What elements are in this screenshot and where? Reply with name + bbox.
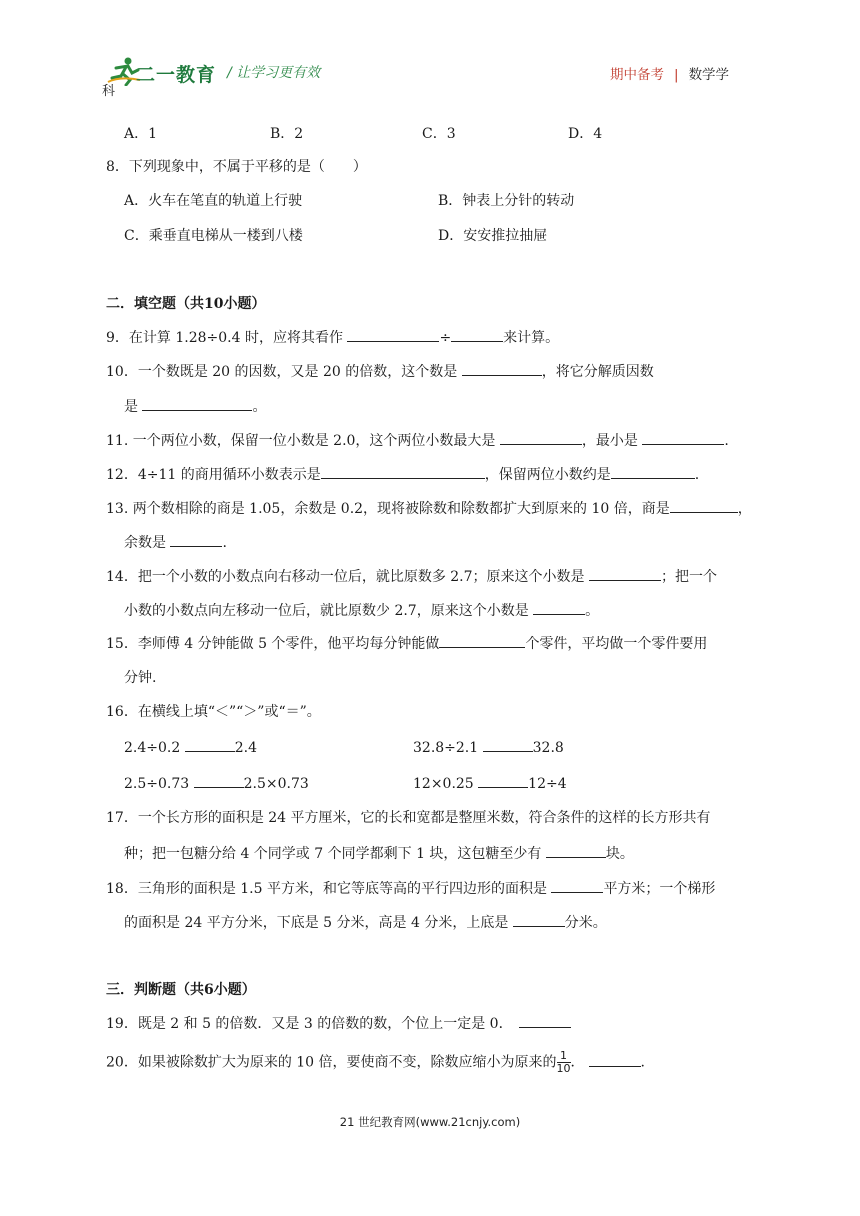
q8-option-c: C．乘垂直电梯从一楼到八楼	[124, 228, 303, 244]
q20-text: 20．如果被除数扩大为原来的 10 倍，要使商不变，除数应缩小为原来的	[106, 1054, 557, 1071]
q13-text-2: ，	[737, 501, 752, 517]
q16-blank-2[interactable]	[483, 737, 533, 752]
q18-blank-2[interactable]	[513, 912, 565, 927]
q14-line2	[124, 600, 599, 621]
q16-expr-4-right: 12÷4	[528, 776, 567, 792]
q11-blank-2[interactable]	[642, 430, 724, 445]
q16-expr-2: 32.8÷2.1	[413, 740, 483, 756]
q16-blank-4[interactable]	[478, 773, 528, 788]
q8-stem: 8．下列现象中，不属于平移的是（ ）	[106, 159, 367, 175]
q12	[106, 464, 699, 485]
exam-tag: 期中备考	[610, 67, 664, 83]
q17-text-2: 种；把一包糖分给 4 个同学或 7 个同学都剩下 1 块，这包糖至少有	[124, 846, 546, 862]
q10-blank-2[interactable]	[142, 396, 252, 411]
logo-sub: 科	[102, 84, 116, 99]
q8-option-d: D．安安推拉抽屉	[438, 228, 548, 244]
q10-line2	[124, 396, 266, 417]
q13-blank-1[interactable]	[670, 498, 738, 513]
q14-blank-2[interactable]	[533, 600, 585, 615]
q7-option-a: A．1	[124, 126, 158, 142]
q16-expr-3: 2.5÷0.73	[124, 776, 194, 792]
q9-divide: ÷	[439, 330, 452, 346]
q20-blank[interactable]	[589, 1052, 641, 1067]
q7-option-c: C．3	[422, 126, 456, 142]
q13-blank-2[interactable]	[170, 532, 222, 547]
q15-line1	[106, 633, 707, 654]
q18-blank-1[interactable]	[551, 878, 603, 893]
q13-text-4: .	[222, 535, 227, 551]
q16-expr-4: 12×0.25	[413, 776, 479, 792]
q9-text-end: 来计算。	[503, 330, 560, 346]
fraction-one-tenth	[557, 1050, 571, 1075]
q15-blank-1[interactable]	[439, 633, 525, 648]
q12-blank-2[interactable]	[611, 464, 695, 479]
q16-expr-1-right: 2.4	[234, 740, 257, 756]
q14-text-4: 。	[585, 603, 600, 619]
q9	[106, 327, 559, 348]
slogan: / 让学习更有效	[227, 65, 321, 81]
q14-blank-1[interactable]	[589, 566, 661, 581]
q15-line2: 分钟.	[124, 670, 157, 686]
q10-text-2: ，将它分解质因数	[541, 364, 654, 380]
q7-option-b: B．2	[270, 126, 304, 142]
q16-expr-1: 2.4÷0.2	[124, 740, 185, 756]
q18-line1	[106, 878, 715, 899]
q16-blank-1[interactable]	[185, 737, 235, 752]
q11-text-3: .	[724, 433, 729, 449]
q9-text: 9．在计算 1.28÷0.4 时，应将其看作	[106, 330, 348, 346]
q18-text-3: 的面积是 24 平方分米，下底是 5 分米，高是 4 分米，上底是	[124, 915, 513, 931]
q19-text: 19．既是 2 和 5 的倍数．又是 3 的倍数的数，个位上一定是 0．	[106, 1016, 513, 1032]
q15-text: 15．李师傅 4 分钟能做 5 个零件，他平均每分钟能做	[106, 636, 440, 652]
q10-text-4: 。	[252, 399, 267, 415]
q16-item-1	[124, 737, 257, 758]
section-true-false: 三．判断题（共6小题）	[106, 982, 256, 998]
footer: 21 世纪教育网(www.21cnjy.com)	[339, 1115, 521, 1129]
q8-option-b: B．钟表上分针的转动	[438, 193, 575, 209]
q13-text-3: 余数是	[124, 535, 171, 551]
q15-text-2: 个零件，平均做一个零件要用	[525, 636, 708, 652]
q18-text: 18．三角形的面积是 1.5 平方米，和它等底等高的平行四边形的面积是	[106, 881, 552, 897]
q16-blank-3[interactable]	[194, 773, 244, 788]
logo	[102, 56, 217, 100]
section-fill-in: 二．填空题（共10小题）	[106, 296, 266, 312]
q19	[106, 1013, 571, 1034]
q18-text-4: 分米。	[564, 915, 607, 931]
q20-text-3: .	[640, 1054, 645, 1071]
q16-stem: 16．在横线上填“＜”“＞”或“＝”。	[106, 704, 321, 720]
q12-blank-1[interactable]	[321, 464, 485, 479]
q13-line2	[124, 532, 227, 553]
q11-text-2: ，最小是	[581, 433, 643, 449]
q16-item-2	[413, 737, 564, 758]
fraction-numerator: 1	[557, 1050, 571, 1063]
q20	[106, 1050, 645, 1075]
q17-blank[interactable]	[546, 843, 606, 858]
q12-text-3: .	[694, 467, 700, 483]
q12-text: 12．4÷11 的商用循环小数表示是	[106, 467, 321, 483]
q10-text-3: 是	[124, 399, 143, 415]
q9-blank-1[interactable]	[347, 327, 439, 342]
q13-line1	[106, 498, 752, 519]
q17-line2	[124, 843, 634, 864]
q17-text-3: 块。	[605, 846, 634, 862]
q14-line1	[106, 566, 717, 587]
q12-text-2: ，保留两位小数约是	[484, 467, 611, 483]
subject-label: 数学学	[688, 67, 730, 83]
q11	[106, 430, 729, 451]
header-separator: |	[674, 67, 679, 83]
q14-text-3: 小数的小数点向左移动一位后，就比原数少 2.7，原来这个小数是	[124, 603, 534, 619]
q11-text: 11. 一个两位小数，保留一位小数是 2.0，这个两位小数最大是	[106, 433, 500, 449]
q16-item-3	[124, 773, 309, 794]
q19-blank[interactable]	[519, 1013, 571, 1028]
q10-line1	[106, 361, 654, 382]
q10-blank-1[interactable]	[462, 361, 542, 376]
q8-option-a: A．火车在笔直的轨道上行驶	[124, 193, 303, 209]
q9-blank-2[interactable]	[451, 327, 503, 342]
q7-option-d: D．4	[568, 126, 603, 142]
q17-line1: 17．一个长方形的面积是 24 平方厘米，它的长和宽都是整厘米数，符合条件的这样的长方形共有	[106, 810, 711, 826]
fraction-denominator: 10	[556, 1062, 571, 1075]
q10-text: 10．一个数既是 20 的因数，又是 20 的倍数，这个数是	[106, 364, 462, 380]
q14-text-2: ；把一个	[660, 569, 717, 585]
logo-text: 二一教育	[136, 64, 217, 86]
q11-blank-1[interactable]	[500, 430, 582, 445]
q14-text: 14．把一个小数的小数点向右移动一位后，就比原数多 2.7；原来这个小数是	[106, 569, 589, 585]
q16-expr-3-right: 2.5×0.73	[243, 776, 309, 792]
q16-item-4	[413, 773, 567, 794]
q16-expr-2-right: 32.8	[532, 740, 564, 756]
header-right	[610, 63, 729, 83]
q13-text: 13. 两个数相除的商是 1.05，余数是 0.2，现将被除数和除数都扩大到原来的 10 倍，商是	[106, 501, 670, 517]
q18-text-2: 平方米；一个梯形	[603, 881, 716, 897]
q18-line2	[124, 912, 607, 933]
q20-text-2: ．	[570, 1054, 585, 1071]
